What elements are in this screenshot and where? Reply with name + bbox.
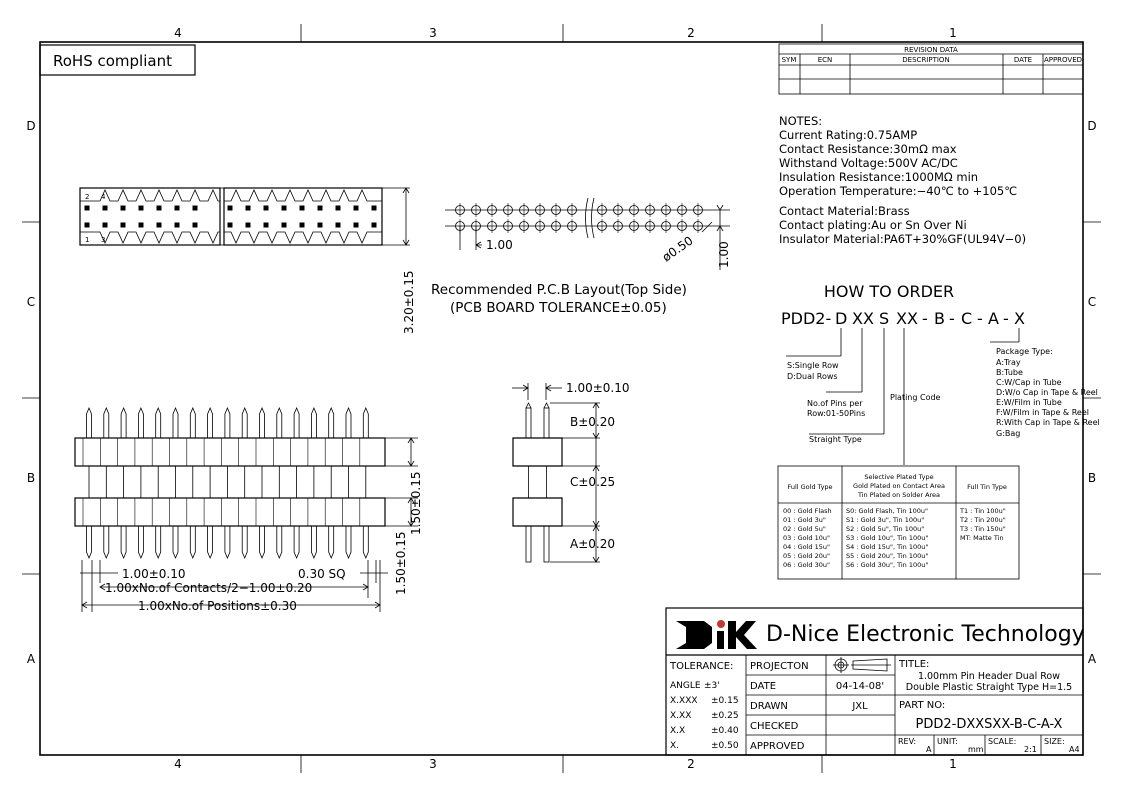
plating-header-selective: Selective Plated Type: [864, 473, 934, 481]
tolerance-label: TOLERANCE:: [670, 661, 734, 672]
zone-top-2: 2: [687, 26, 695, 40]
tin-option: MT: Matte Tin: [960, 534, 1004, 542]
drawing-title-line1: 1.00mm Pin Header Dual Row: [917, 671, 1061, 682]
pcb-tolerance-caption: (PCB BOARD TOLERANCE±0.05): [450, 300, 667, 316]
front-pin: [260, 408, 265, 438]
tolerance-xx: X.XX: [670, 711, 692, 721]
front-pin: [311, 408, 316, 438]
zone-right-a: A: [1087, 652, 1097, 666]
front-pin: [260, 526, 265, 558]
order-code-prefix: PDD2-: [781, 309, 832, 328]
zone-left-a: A: [26, 652, 36, 666]
zone-left-b: B: [26, 471, 36, 485]
revision-header-date: DATE: [1013, 56, 1033, 64]
rohs-label: RoHS compliant: [53, 52, 172, 70]
front-pin: [138, 408, 143, 438]
order-code-c: C: [961, 309, 973, 328]
front-pin: [104, 408, 109, 438]
company-name: D-Nice Electronic Technology: [766, 622, 1085, 647]
order-code-dash: -: [922, 309, 928, 328]
upper-body-height: 1.50±0.15: [409, 471, 423, 535]
top-pin: [282, 206, 287, 211]
scale-value: 2:1: [1024, 745, 1037, 754]
selective-option: S5 : Gold 20u", Tin 100u": [846, 552, 929, 560]
top-pin: [282, 223, 287, 228]
top-pin: [193, 223, 198, 228]
top-pin: [354, 223, 359, 228]
package-option: E:W/Film in Tube: [996, 398, 1062, 407]
approved-label: APPROVED: [750, 741, 805, 752]
front-pin: [156, 408, 161, 438]
gold-option: 01 : Gold 3u": [783, 516, 826, 524]
pcb-pitch: 1.00: [486, 238, 513, 252]
top-pin: [139, 206, 144, 211]
tolerance-angle-value: ±3': [704, 681, 720, 691]
zone-right-b: B: [1087, 471, 1097, 485]
top-pin: [85, 223, 90, 228]
front-pin: [173, 526, 178, 558]
pins-label: No.of Pins per: [807, 399, 863, 408]
row-type-single: S:Single Row: [787, 361, 839, 370]
front-pin: [346, 408, 351, 438]
top-pin: [336, 223, 341, 228]
zone-right-d: D: [1087, 119, 1097, 133]
top-pin: [175, 206, 180, 211]
drawn-value: JXL: [852, 701, 868, 712]
order-code-dash: -: [1003, 309, 1009, 328]
top-pin: [372, 206, 377, 211]
part-number-label: PART NO:: [899, 700, 946, 711]
tolerance-x: X.X: [670, 726, 686, 736]
top-pin: [318, 206, 323, 211]
front-pin: [242, 526, 247, 558]
selective-option: S2 : Gold 5u", Tin 100u": [846, 525, 925, 533]
company-logo: [676, 620, 757, 649]
top-pin: [246, 206, 251, 211]
pin-label-2: 2: [85, 193, 90, 201]
tolerance-xxx: X.XXX: [670, 696, 698, 706]
top-pin: [157, 206, 162, 211]
front-pin: [277, 526, 282, 558]
revision-header-approved: APPROVED: [1043, 56, 1083, 64]
row-type-dual: D:Dual Rows: [787, 372, 838, 381]
front-pin: [242, 408, 247, 438]
top-pin: [121, 223, 126, 228]
front-pin: [87, 408, 92, 438]
front-pin: [277, 408, 282, 438]
top-pin: [139, 223, 144, 228]
tolerance-x-value: ±0.40: [711, 726, 739, 736]
material-line: Contact Material:Brass: [779, 204, 910, 218]
tolerance-xx-value: ±0.25: [711, 711, 739, 721]
plating-header-tin: Full Tin Type: [967, 483, 1007, 491]
projection-label: PROJECTON: [750, 661, 809, 672]
top-pin: [300, 223, 305, 228]
front-pin: [104, 526, 109, 558]
top-pin: [85, 206, 90, 211]
front-pin: [294, 408, 299, 438]
front-pin: [311, 526, 316, 558]
front-pitch: 1.00±0.10: [122, 567, 186, 581]
top-pin: [318, 223, 323, 228]
front-pin: [208, 408, 213, 438]
material-line: Insulator Material:PA6T+30%GF(UL94V−0): [779, 232, 1027, 246]
package-option: R:With Cap in Tape & Reel: [996, 418, 1100, 427]
size-label: SIZE:: [1044, 737, 1065, 746]
note-line: Contact Resistance:30mΩ max: [779, 142, 957, 156]
package-option: G:Bag: [996, 429, 1021, 438]
front-pin: [329, 526, 334, 558]
top-pin: [193, 206, 198, 211]
top-pin: [336, 206, 341, 211]
size-value: A4: [1069, 745, 1080, 754]
top-pin: [175, 223, 180, 228]
top-pin: [264, 223, 269, 228]
selective-option: S4 : Gold 15u", Tin 100u": [846, 543, 929, 551]
gold-option: 02 : Gold 5u": [783, 525, 826, 533]
note-line: Operation Temperature:−40℃ to +105℃: [779, 184, 1018, 198]
dimension-a: A±0.20: [570, 537, 615, 551]
zone-bottom-4: 4: [174, 757, 182, 771]
package-option: C:W/Cap in Tube: [996, 378, 1062, 387]
front-pin: [190, 526, 195, 558]
front-pin: [294, 526, 299, 558]
zone-top-1: 1: [949, 26, 957, 40]
checked-label: CHECKED: [750, 721, 799, 732]
tin-option: T3 : Tin 150u": [960, 525, 1006, 533]
pin-label-3: 3: [101, 236, 106, 244]
revision-header-ecn: ECN: [817, 56, 833, 64]
gold-option: 03 : Gold 10u": [783, 534, 830, 542]
pcb-row-pitch: 1.00: [717, 241, 731, 268]
pcb-caption: Recommended P.C.B Layout(Top Side): [431, 282, 687, 298]
front-pin: [225, 526, 230, 558]
zone-top-3: 3: [429, 26, 437, 40]
gold-option: 00 : Gold Flash: [783, 507, 832, 515]
note-line: Insulation Resistance:1000MΩ min: [779, 170, 979, 184]
straight-type-label: Straight Type: [809, 435, 862, 444]
zone-bottom-2: 2: [687, 757, 695, 771]
order-code-pins: XX: [852, 309, 874, 328]
order-code-dash: -: [949, 309, 955, 328]
zone-left-d: D: [26, 119, 36, 133]
pin-square: 0.30 SQ: [298, 567, 346, 581]
material-line: Contact plating:Au or Sn Over Ni: [779, 218, 967, 232]
front-pin: [363, 408, 368, 438]
notes-title: NOTES:: [779, 114, 823, 128]
zone-left-c: C: [26, 295, 36, 309]
front-pin: [121, 408, 126, 438]
dimension-c: C±0.25: [570, 475, 616, 489]
package-option: A:Tray: [996, 358, 1021, 367]
selective-option: S6 : Gold 30u", Tin 100u": [846, 561, 929, 569]
unit-label: UNIT:: [937, 737, 958, 746]
front-pin: [225, 408, 230, 438]
part-number-value: PDD2-DXXSXX-B-C-A-X: [915, 717, 1063, 732]
order-code-package: X: [1014, 309, 1025, 328]
plating-code-label: Plating Code: [890, 393, 941, 402]
unit-value: mm: [968, 745, 984, 754]
package-type-title: Package Type:: [996, 347, 1053, 356]
how-to-order-title: HOW TO ORDER: [823, 282, 955, 301]
plating-header-selective-solder: Tin Plated on Solder Area: [857, 491, 941, 499]
rev-label: REV:: [898, 737, 917, 746]
zone-bottom-3: 3: [429, 757, 437, 771]
front-pin: [208, 526, 213, 558]
date-label: DATE: [750, 681, 777, 692]
drawn-label: DRAWN: [750, 701, 788, 712]
top-pin: [354, 206, 359, 211]
package-option: F:W/Film in Tape & Reel: [996, 408, 1089, 417]
tolerance-angle: ANGLE: [670, 681, 701, 691]
package-option: B:Tube: [996, 368, 1023, 377]
top-pin: [103, 206, 108, 211]
selective-option: S1 : Gold 3u", Tin 100u": [846, 516, 925, 524]
title-label: TITLE:: [899, 659, 930, 670]
tolerance-x0-value: ±0.50: [711, 741, 739, 751]
order-code-b: B: [934, 309, 945, 328]
top-pin: [372, 223, 377, 228]
top-pin: [103, 223, 108, 228]
height-dimension: 3.20±0.15: [402, 270, 416, 334]
front-pin: [138, 526, 143, 558]
selective-option: S3 : Gold 10u", Tin 100u": [846, 534, 929, 542]
front-pin: [173, 408, 178, 438]
plating-header-selective-contact: Gold Plated on Contact Area: [853, 482, 945, 490]
top-pin: [246, 223, 251, 228]
zone-right-c: C: [1087, 295, 1097, 309]
package-option: D:W/o Cap in Tape & Reel: [996, 388, 1098, 397]
front-pin: [87, 526, 92, 558]
rev-value: A: [926, 745, 932, 754]
front-pin: [363, 526, 368, 558]
front-pin: [329, 408, 334, 438]
tolerance-x0: X.: [670, 741, 680, 751]
top-pin: [300, 206, 305, 211]
order-code-row-type: D: [835, 309, 848, 328]
plating-header-gold: Full Gold Type: [787, 483, 833, 491]
front-pin: [346, 526, 351, 558]
drawing-title-line2: Double Plastic Straight Type H=1.5: [905, 682, 1073, 693]
top-pin: [228, 206, 233, 211]
contacts-dimension: 1.00xNo.of Contacts/2−1.00±0.20: [105, 581, 313, 595]
revision-title: REVISION DATA: [904, 46, 958, 54]
date-value: 04-14-08': [835, 681, 885, 692]
lower-body-height: 1.50±0.15: [394, 531, 408, 595]
tin-option: T1 : Tin 100u": [960, 507, 1006, 515]
note-line: Current Rating:0.75AMP: [779, 128, 918, 142]
top-pin: [264, 206, 269, 211]
projection-symbol: [833, 657, 891, 673]
top-view: [80, 188, 410, 245]
front-pin: [190, 408, 195, 438]
zone-bottom-1: 1: [949, 757, 957, 771]
revision-header-sym: SYM: [781, 56, 797, 64]
scale-label: SCALE:: [988, 737, 1017, 746]
order-code-straight: S: [879, 309, 890, 328]
note-line: Withstand Voltage:500V AC/DC: [779, 156, 958, 170]
side-view: [512, 383, 600, 562]
top-pin: [121, 206, 126, 211]
pins-range: Row:01-50Pins: [807, 409, 866, 418]
pin-label-4: 4: [101, 193, 106, 201]
pin-label-1: 1: [85, 236, 90, 244]
gold-option: 05 : Gold 20u": [783, 552, 830, 560]
gold-option: 04 : Gold 15u": [783, 543, 830, 551]
pcb-hole-diameter: ø0.50: [659, 233, 696, 265]
tolerance-xxx-value: ±0.15: [711, 696, 739, 706]
order-code-a: A: [988, 309, 999, 328]
order-code-plating: XX: [896, 309, 918, 328]
zone-top-4: 4: [174, 26, 182, 40]
order-code-dash: -: [977, 309, 983, 328]
positions-dimension: 1.00xNo.of Positions±0.30: [138, 599, 297, 613]
dimension-b: B±0.20: [570, 415, 616, 429]
revision-header-description: DESCRIPTION: [902, 56, 950, 64]
gold-option: 06 : Gold 30u": [783, 561, 830, 569]
selective-option: S0: Gold Flash, Tin 100u": [846, 507, 928, 515]
top-pin: [228, 223, 233, 228]
front-pin: [156, 526, 161, 558]
side-pitch: 1.00±0.10: [566, 381, 630, 395]
tin-option: T2 : Tin 200u": [960, 516, 1006, 524]
front-pin: [121, 526, 126, 558]
top-pin: [157, 223, 162, 228]
